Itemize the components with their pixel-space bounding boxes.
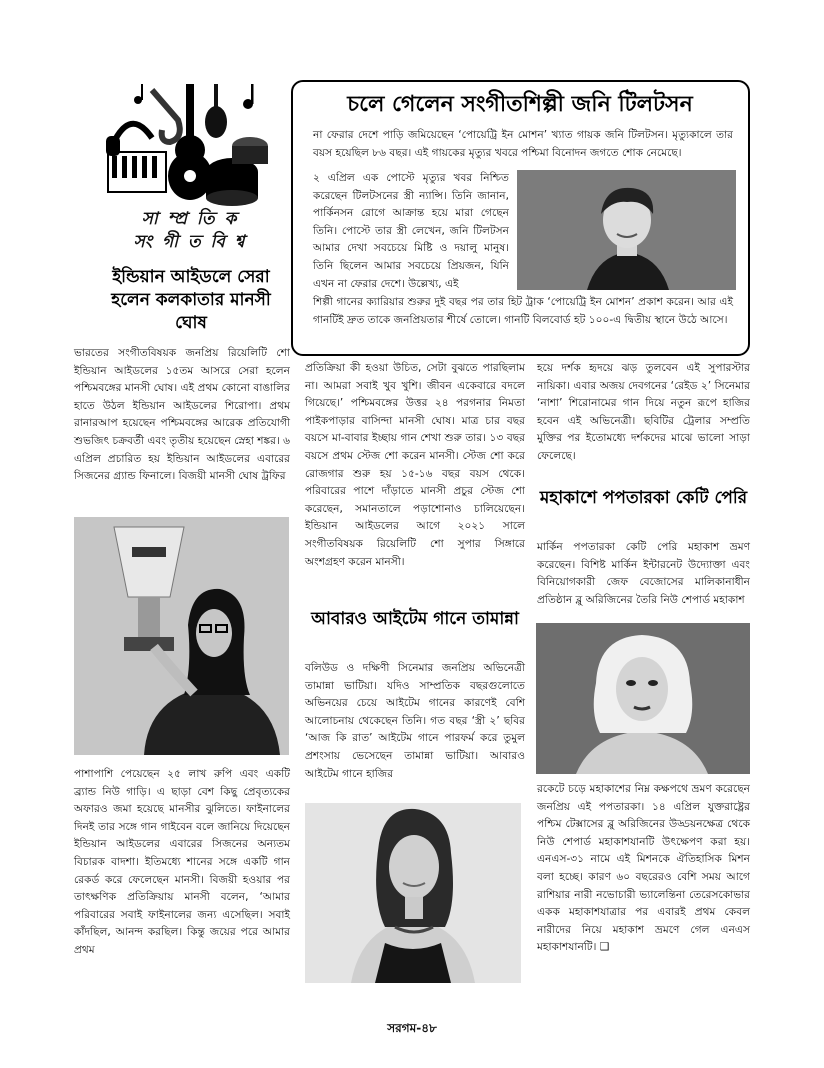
mansi-paragraph-1: ভারতের সংগীতবিষয়ক জনপ্রিয় রিয়েলিটি শো ইন্ডিয়ান আইডলের ১৫তম আসরে সেরা হলেন পশ্চিমবঙ্গের মানসী ঘোষ। এই প্রথম কোনো বাঙালির হাতে উঠল ইন্ডিয়ান আইডলের শিরোপা। প্রথম রানারআপ হয়েছেন পশ্চিমবঙ্গের আরেক প্রতিযোগী শুভজিৎ চক্রবর্তী এবং তৃতীয় হয়েছেন স্নেহা শঙ্কর। ৬ এপ্রিল প্রচারিত হয় ইন্ডিয়ান আইডলের এবারের সিজনের গ্র্যান্ড ফিনালে। বিজয়ী মানসী ঘোষ ট্রফির [74, 347, 290, 483]
mansi-paragraph-2: পাশাপাশি পেয়েছেন ২৫ লাখ রুপি এবং একটি ব্র্যান্ড নিউ গাড়ি। এ ছাড়া বেশ কিছু প্রেবৃত্যকের অফারও জমা হয়েছে মানসীর ঝুলিতে। ফাইনালের দিনই তার সঙ্গে গান গাইবেন বলে জানিয়ে দিয়েছেন ইন্ডিয়ান আইডলের এবারের সিজনের অন্যতম বিচারক বাদশা। ইতিমধ্যে শানের সঙ্গে একটি গান রেকর্ড করে ফেলেছেন মানসী। বিজয়ী হওয়ার পর তাৎক্ষণিক প্রতিক্রিয়ায় মানসী বলেন, ‘আমার পরিবারের সবাই ফাইনালের জন্য এসেছিল। সবাই কাঁদছিল, আনন্দ করছিল। কিন্তু জয়ের পরে আমার প্রথম [74, 768, 290, 956]
johnny-tillotson-photo [517, 170, 736, 290]
mansi-headline: ইন্ডিয়ান আইডলে সেরা হলেন কলকাতার মানসী ঘোষ [111, 267, 271, 333]
katy-paragraph-1: মার্কিন পপতারকা কেটি পেরি মহাকাশ ভ্রমণ করেছেন। বিশিষ্ট মার্কিন ইন্টারনেট উদ্যোক্তা এবং বিনিয়োগকারী জেফ বেজোসের মালিকানাধীন প্রতিষ্ঠান ব্লু অরিজিনের তৈরি নিউ শেপার্ড মহাকাশ [537, 541, 750, 606]
feature-paragraph-3: শিল্পী গানের ক্যারিয়ার শুরুর দুই বছর পর তার হিট ট্রাক ‘পোয়েট্রি ইন মোশন’ প্রকাশ করেন। আর এই গানটিই দ্রুত তাকে জনপ্রিয়তার শীর্ষে তোলে। গানটি বিলবোর্ড হট ১০০-এ দ্বিতীয় স্থানে উঠে আসে। [313, 296, 733, 326]
tamanna-paragraph: বলিউড ও দক্ষিণী সিনেমার জনপ্রিয় অভিনেত্রী তামান্না ভাটিয়া। যদিও সাম্প্রতিক বছরগুলোতে অভিনয়ের চেয়ে আইটেম গানের কারণেই বেশি আলোচনায় থেকেছেন তিনি। গত বছর ‘স্ত্রী ২’ ছবির ‘আজ কি রাত’ আইটেম গানে পারফর্ম করে তুমুল প্রশংসায় ভেসেছেন তামান্না ভাটিয়া। আবারও আইটেম গানে হাজির [305, 662, 525, 780]
tamanna-bhatia-photo [305, 803, 521, 983]
mansi-continued-paragraph: প্রতিক্রিয়া কী হওয়া উচিত, সেটা বুঝতে পারছিলাম না। আমরা সবাই খুব খুশি। জীবন একেবারে বদলে গিয়েছে।’ পশ্চিমবঙ্গের উত্তর ২৪ পরগনার নিমতা পাইকপাড়ার বাসিন্দা মানসী ঘোষ। মাত্র চার বছর বয়সে মা-বাবার ইচ্ছায় গান শেখা শুরু তার। ১৩ বছর বয়সে প্রথম স্টেজ শো করেন মানসী। স্টেজ শো করে রোজগার শুরু হয় ১৫-১৬ বছর বয়স থেকে। পরিবারের পাশে দাঁড়াতে মানসী প্রচুর স্টেজ শো করেছেন, সমানতালে পড়াশোনাও চালিয়েছেন। ইন্ডিয়ান আইডলের আগে ২০২১ সালে সংগীতবিষয়ক রিয়েলিটি শো সুপার সিঙ্গারে অংশগ্রহণ করেন মানসী। [305, 362, 525, 568]
feature-headline: চলে গেলেন সংগীতশিল্পী জনি টিলটসন [347, 92, 693, 117]
feature-paragraph-1: না ফেরার দেশে পাড়ি জমিয়েছেন ‘পোয়েট্রি ইন মোশন’ খ্যাত গায়ক জনি টিলটসন। মৃত্যুকালে তার বয়স হয়েছিল ৮৬ বছর। এই গায়কের মৃত্যুর খবরে পশ্চিমা বিনোদন জগতে শোক নেমেছে। [313, 129, 733, 159]
mansi-ghosh-trophy-photo [74, 517, 289, 755]
page-number: সরগম-৪৮ [387, 1021, 437, 1035]
section-title-line1: সা ম্প্র তি ক [141, 209, 239, 229]
katy-perry-photo [536, 623, 750, 774]
katy-perry-headline: মহাকাশে পপতারকা কেটি পেরি [539, 488, 748, 508]
tamanna-continued-paragraph: হয়ে দর্শক হৃদয়ে ঝড় তুলবেন এই সুপারস্টার নায়িকা। এবার অজয় দেবগনের ‘রেইড ২’ সিনেমার ‘নাশা’ শিরোনামের গান দিয়ে নতুন রূপে হাজির হবেন এই অভিনেত্রী। ছবিটির ট্রেলার সম্প্রতি মুক্তির পর ইতোমধ্যে দর্শকদের মাঝে ভালো সাড়া ফেলেছে। [537, 362, 750, 462]
feature-paragraph-2: ২ এপ্রিল এক পোস্টে মৃত্যুর খবর নিশ্চিত করেছেন টিলটসনের স্ত্রী ন্যান্সি। তিনি জানান, পার্কিনসন রোগে আক্রান্ত হয়ে মারা গেছেন তিনি। পোস্টে তার স্ত্রী লেখেন, জনি টিলটসন আমার দেখা সবচেয়ে মিষ্টি ও দয়ালু মানুষ। তিনি ছিলেন আমার সবচেয়ে প্রিয়জন, যিনি এখন না ফেরার দেশে। উল্লেখ্য, এই [313, 172, 509, 290]
tamanna-headline: আবারও আইটেম গানে তামান্না [311, 609, 519, 629]
section-title-line2: সং গী ত বি শ্ব [133, 232, 247, 252]
katy-paragraph-2: রকেটে চড়ে মহাকাশের নিম্ন কক্ষপথে ভ্রমণ করেছেন জনপ্রিয় এই পপতারকা। ১৪ এপ্রিল যুক্তরাষ্ট্রের পশ্চিম টেক্সাসের ব্লু অরিজিনের উড্ডয়নক্ষেত্র থেকে নিউ শেপার্ড মহাকাশযানটি উৎক্ষেপণ করা হয়। এনএস-৩১ নামে এই মিশনকে ঐতিহাসিক মিশন বলা হচ্ছে। কারণ ৬০ বছরেরও বেশি সময় আগে রাশিয়ার নারী নভোচারী ভ্যালেন্তিনা তেরেসকোভার একক মহাকাশযাত্রার পর এবারই প্রথম কেবল নারীদের নিয়ে মহাকাশ ভ্রমণে গেল এনএস মহাকাশযানটি। ❑ [537, 783, 750, 954]
